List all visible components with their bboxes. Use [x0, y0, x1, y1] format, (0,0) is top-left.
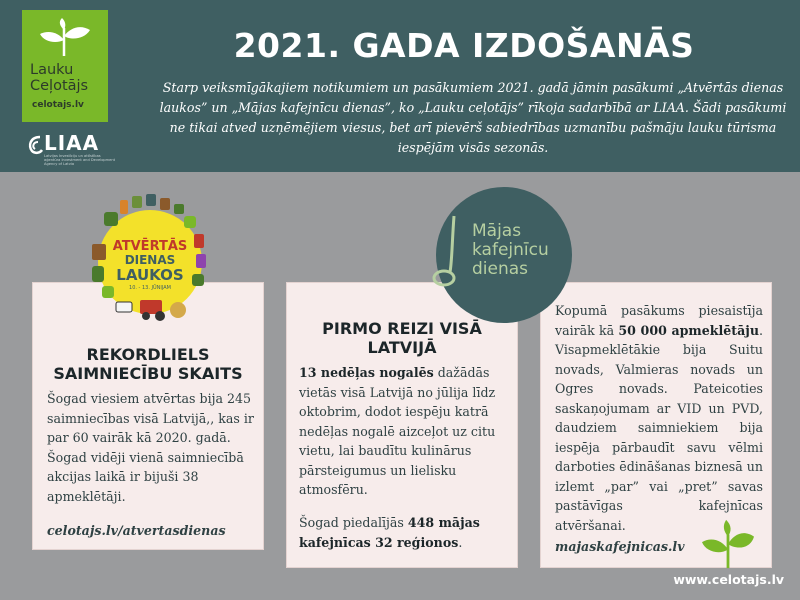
visitors-pre: Kopumā pasākums piesaistīja vairāk kā [555, 303, 763, 338]
majaskafejnicas-link[interactable]: majaskafejnicas.lv [555, 539, 685, 554]
footer-url[interactable]: www.celotajs.lv [673, 572, 784, 587]
card-body-participants [299, 513, 511, 552]
card-body [555, 301, 763, 535]
logo-url: celotajs.lv [32, 100, 84, 110]
page-title: 2021. GADA IZDOŠANĀS [233, 26, 695, 65]
card-heading: REKORDLIELS SAIMNIECĪBU SKAITS [53, 345, 243, 383]
liaa-swirl-icon [26, 134, 44, 156]
card-body-rest: dažādās vietās visā Latvijā no jūlija līdz oktobrim, dodot iespēju katrā nedēļas nogalē aizceļot uz citu vietu, lai baudītu kulinārus pārsteigumus un lielisku atmosfēru. [299, 365, 496, 497]
open-days-badge [80, 190, 220, 330]
badge-line1: ATVĒRTĀS [112, 239, 188, 254]
header-banner [0, 0, 800, 172]
card-first-time-latvia [286, 282, 518, 568]
intro-text: Starp veiksmīgākajiem notikumiem un pasākumiem 2021. gadā jāmin pasākumi „Atvērtās dienas laukos” un „Mājas kafejnīcu dienas”, ko „Lauku ceļotājs” rīkoja sadarbībā ar LIAA. Šādi pasākumi ne tikai atved uzņēmējiem viesus, bet arī pievērš sabiedrības uzmanību pašmāju lauku tūrisma iespējām visās sezonās. [159, 80, 787, 155]
badge-dates: 10. - 13. JŪNIJAM [129, 285, 171, 291]
visitors-highlight: 50 000 apmeklētāju [618, 322, 759, 338]
participants-highlight: 448 mājas kafejnīcas 32 reģionos [299, 515, 480, 550]
participants-post: . [458, 534, 463, 550]
cafe-days-title [472, 222, 549, 279]
card-body [299, 363, 511, 500]
tree-icon [104, 212, 118, 226]
visitors-post: . Visapmeklētākie bija Suitu novads, Valmieras novads un Ogres novads. Pateicoties saskaņojumam ar VID un PVD, daudziem saimniekiem bija iespēja pārbaudīt savu vēlmi darboties ēdināšanas biznesā un izlemt „par” vai „pret” savas pastāvīgas kafejnīcas atvēršanai. [555, 322, 763, 533]
badge-line3: LAUKOS [116, 266, 184, 284]
logo-line1: Lauku [30, 62, 74, 78]
atvertasdienas-link[interactable]: celotajs.lv/atvertasdienas [47, 523, 226, 538]
ladle-icon [430, 212, 470, 292]
liaa-wordmark: LIAA [44, 131, 100, 155]
footer-leaf-icon [700, 518, 756, 570]
badge-line2: DIENAS [124, 253, 176, 267]
liaa-subtitle: Latvijas Investīciju un attīstības aģentūra Investment and Development Agency of Latvia [44, 154, 116, 166]
cafe-line3: dienas [472, 259, 529, 279]
logo-line2: Ceļotājs [30, 78, 89, 94]
cafe-line2: kafejnīcu [472, 240, 549, 260]
card-heading: PIRMO REIZI VISĀ LATVIJĀ [322, 319, 482, 357]
liaa-logo[interactable] [26, 132, 116, 166]
card-body: Šogad viesiem atvērtas bija 245 saimniecības visā Latvijā,, kas ir par 60 vairāk kā 2020. gadā. Šogad vidēji vienā saimniecībā akcijas laikā ir bijuši 38 apmeklētāji. [47, 391, 254, 504]
open-days-illustration [80, 190, 220, 330]
weekends-highlight: 13 nedēļas nogalēs [299, 365, 434, 380]
participants-pre: Šogad piedalījās [299, 515, 408, 530]
cafe-line1: Mājas [472, 221, 522, 241]
